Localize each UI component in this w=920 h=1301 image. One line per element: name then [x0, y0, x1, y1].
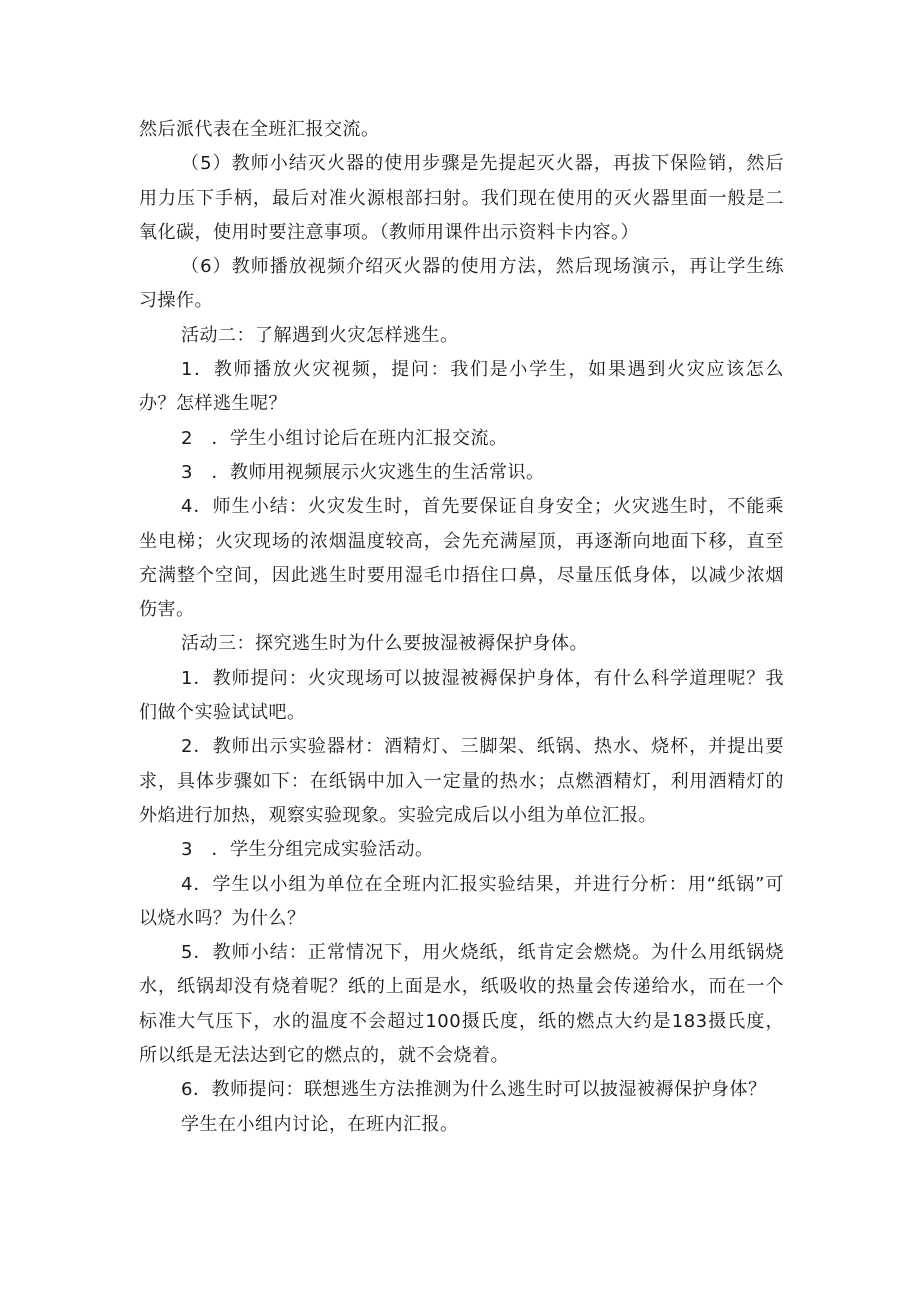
paragraph-extinguisher-summary: （5）教师小结灭火器的使用步骤是先提起灭火器，再拔下保险销，然后用力压下手柄，最后对准火源根部扫射。我们现在使用的灭火器里面一般是二氧化碳，使用时要注意事项。（教师用课件出示资料卡内容。）	[139, 153, 784, 243]
paragraph-escape-knowledge: 3 ．教师用视频展示火灾逃生的生活常识。	[181, 461, 545, 483]
paragraph-teacher-conclusion: 5．教师小结：正常情况下，用火烧纸，纸肯定会燃烧。为什么用纸锅烧水，纸锅却没有烧着呢？纸的上面是水，纸吸收的热量会传递给水，而在一个标准大气压下，水的温度不会超过100摄氏度，纸的燃点大约是183摄氏度，所以纸是无法达到它的燃点的，就不会烧着。	[139, 942, 784, 1067]
paragraph-group-experiment: 3 ．学生分组完成实验活动。	[181, 839, 434, 861]
paragraph-experiment-results: 4．学生以小组为单位在全班内汇报实验结果，并进行分析：用“纸锅”可以烧水吗？为什么？	[139, 873, 784, 929]
paragraph-wet-quilt-question: 1．教师提问：火灾现场可以披湿被褥保护身体，有什么科学道理呢？我们做个实验试试吧。	[139, 667, 784, 724]
heading-activity-two: 活动二：了解遇到火灾怎样逃生。	[181, 324, 459, 346]
paragraph-fire-video-question: 1．教师播放火灾视频，提问：我们是小学生，如果遇到火灾应该怎么办？怎样逃生呢？	[139, 359, 784, 415]
paragraph-escape-summary: 4．师生小结：火灾发生时，首先要保证自身安全；火灾逃生时，不能乘坐电梯；火灾现场的浓烟温度较高，会先充满屋顶，再逐渐向地面下移，直至充满整个空间，因此逃生时要用湿毛巾捂住口鼻，尽量压低身体，以减少浓烟伤害。	[139, 496, 784, 621]
paragraph-group-discussion: 2 ．学生小组讨论后在班内汇报交流。	[181, 427, 508, 449]
heading-activity-three: 活动三：探究逃生时为什么要披湿被褥保护身体。	[181, 633, 588, 655]
document-body	[139, 113, 784, 1142]
paragraph-teacher-question: 6．教师提问：联想逃生方法推测为什么逃生时可以披湿被褥保护身体？	[181, 1079, 767, 1101]
paragraph-experiment-materials: 2．教师出示实验器材：酒精灯、三脚架、纸锅、热水、烧杯，并提出要求，具体步骤如下：在纸锅中加入一定量的热水；点燃酒精灯，利用酒精灯的外焰进行加热，观察实验现象。实验完成后以小组为单位汇报。	[139, 736, 784, 826]
paragraph-extinguisher-video: （6）教师播放视频介绍灭火器的使用方法，然后现场演示，再让学生练习操作。	[139, 256, 784, 312]
paragraph-report-exchange: 然后派代表在全班汇报交流。	[139, 119, 380, 140]
paragraph-student-discussion: 学生在小组内讨论，在班内汇报。	[181, 1113, 459, 1135]
